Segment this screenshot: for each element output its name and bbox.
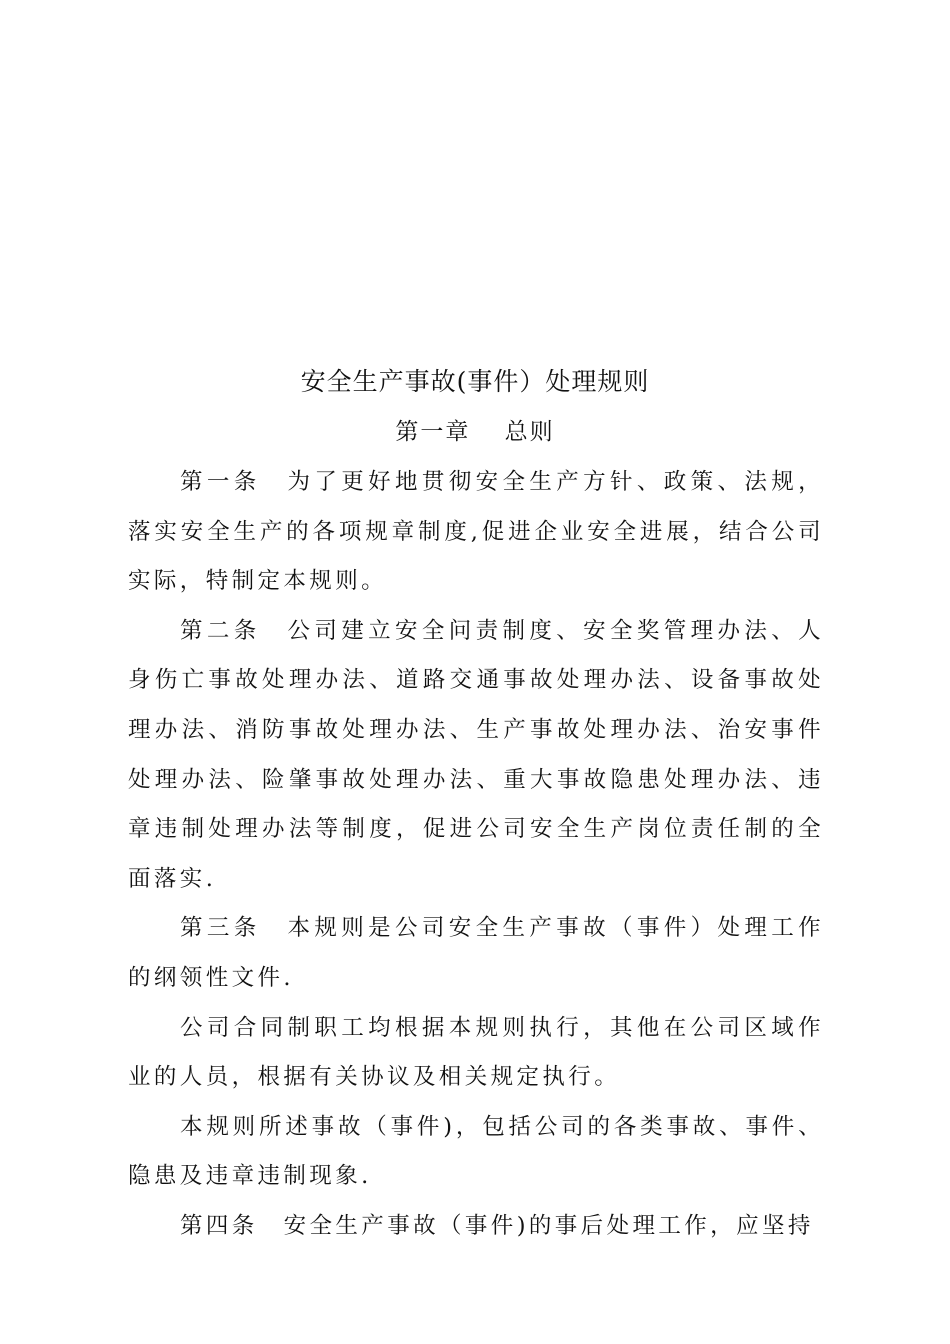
paragraph-scope-staff: 公司合同制职工均根据本规则执行，其他在公司区域作业的人员，根据有关协议及相关规定执行。 [128,1014,824,1091]
document-body [128,458,824,1252]
paragraph-article-1: 第一条 为了更好地贯彻安全生产方针、政策、法规，落实安全生产的各项规章制度,促进企业安全进展，结合公司实际，特制定本规则。 [128,469,824,595]
paragraph-scope-events: 本规则所述事故（事件)，包括公司的各类事故、事件、隐患及违章违制现象. [128,1113,824,1190]
chapter-heading: 第一章 总则 [395,419,555,445]
paragraph-article-3: 第三条 本规则是公司安全生产事故（事件）处理工作的纲领性文件. [128,915,824,991]
document-title: 安全生产事故(事件）处理规则 [300,367,650,396]
paragraph-article-2: 第二条 公司建立安全问责制度、安全奖管理办法、人身伤亡事故处理办法、道路交通事故处理办法、设备事故处理办法、消防事故处理办法、生产事故处理办法、治安事件处理办法、险肇事故处理办法、重大事故隐患处理办法、违章违制处理办法等制度，促进公司安全生产岗位责任制的全面落实. [128,617,824,892]
paragraph-article-4: 第四条 安全生产事故（事件)的事后处理工作，应坚持 [180,1212,814,1239]
